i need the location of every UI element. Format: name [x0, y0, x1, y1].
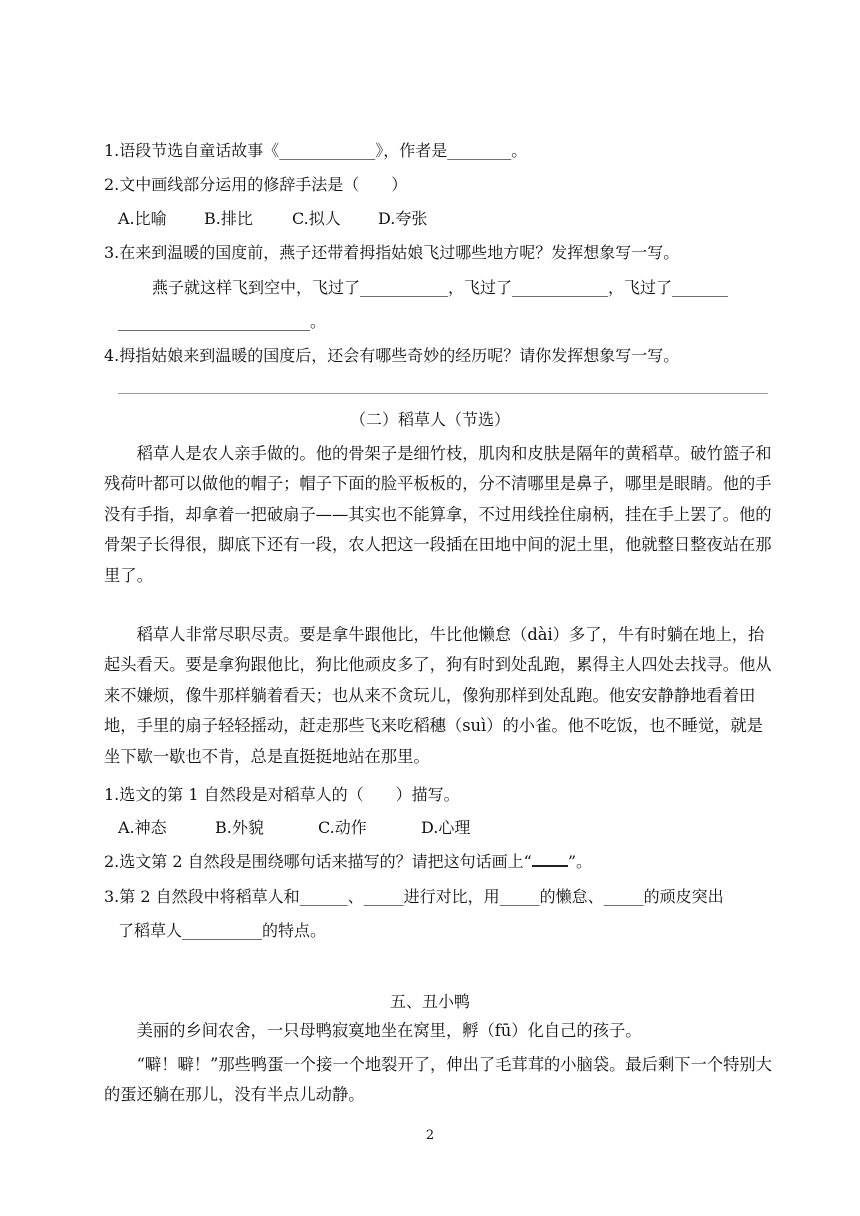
- scarecrow-question-1-options: [118, 817, 470, 839]
- scarecrow-question-3-line-1: 3.第 2 自然段中将稻草人和______、_____进行对比，用_____的懒怠、_____的顽皮突出: [104, 887, 724, 906]
- question-4-imagine: 4.拇指姑娘来到温暖的国度后，还会有哪些奇妙的经历呢？请你发挥想象写一写。: [104, 346, 680, 365]
- option-a: A.神态: [118, 818, 167, 837]
- question-3-answer-line-1: 燕子就这样飞到空中，飞过了___________，飞过了____________，飞过了_______: [152, 278, 729, 297]
- scarecrow-paragraph-1: 稻草人是农人亲手做的。他的骨架子是细竹枝，肌肉和皮肤是隔年的黄稻草。破竹篮子和残荷叶都可以做他的帽子；帽子下面的脸平板板的，分不清哪里是鼻子，哪里是眼睛。他的手没有手指，却拿着一把破扇子——其实也不能算拿，不过用线拴住扇柄，挂在手上罢了。他的骨架子长得很，脚底下还有一段，农人把这一段插在田地中间的泥土里，他就整日整夜站在那里了。: [104, 444, 772, 585]
- scarecrow-paragraph-2: 稻草人非常尽职尽责。要是拿牛跟他比，牛比他懒怠（dài）多了，牛有时躺在地上，抬起头看天。要是拿狗跟他比，狗比他顽皮多了，狗有时到处乱跑，累得主人四处去找寻。他从来不嫌烦，像牛那样躺着看天；也从来不贪玩儿，像狗那样到处乱跑。他安安静静地看着田地，手里的扇子轻轻摇动，赶走那些飞来吃稻穗（suì）的小雀。他不吃饭，也不睡觉，就是坐下歇一歇也不肯，总是直挺挺地站在那里。: [104, 625, 772, 766]
- section-title-ugly-duckling: 五、丑小鸭: [389, 992, 470, 1011]
- question-2-rhetoric: 2.文中画线部分运用的修辞手法是（ ）: [104, 175, 408, 194]
- section-title-scarecrow: （二）稻草人（节选）: [349, 410, 510, 429]
- underline-sample: [532, 851, 568, 867]
- option-d: D.心理: [421, 818, 471, 837]
- question-2-options: [118, 208, 427, 230]
- scarecrow-question-3-line-2: 了稻草人__________的特点。: [118, 921, 327, 940]
- option-c: C.拟人: [292, 209, 341, 228]
- duckling-paragraph-2: “噼！噼！”那些鸭蛋一个接一个地裂开了，伸出了毛茸茸的小脑袋。最后剩下一个特别大的蛋还躺在那儿，没有半点儿动静。: [104, 1055, 772, 1105]
- option-b: B.排比: [204, 209, 253, 228]
- option-c: C.动作: [318, 818, 367, 837]
- scarecrow-question-1: 1.选文的第 1 自然段是对稻草人的（ ）描写。: [104, 785, 460, 804]
- scarecrow-question-2: [104, 851, 592, 873]
- scarecrow-question-2-close: ”。: [567, 852, 592, 871]
- option-d: D.夸张: [378, 209, 428, 228]
- scarecrow-question-2-text: 2.选文第 2 自然段是围绕哪句话来描写的？请把这句话画上“: [104, 852, 532, 871]
- answer-rule: [118, 393, 768, 394]
- page-number: 2: [425, 1128, 435, 1143]
- option-b: B.外貌: [215, 818, 264, 837]
- question-1-source: 1.语段节选自童话故事《____________》，作者是________。: [104, 141, 528, 160]
- duckling-paragraph-1: 美丽的乡间农舍，一只母鸭寂寞地坐在窝里，孵（fū）化自己的孩子。: [136, 1021, 642, 1040]
- question-3-imagine: 3.在来到温暖的国度前，燕子还带着拇指姑娘飞过哪些地方呢？发挥想象写一写。: [104, 243, 680, 262]
- option-a: A.比喻: [118, 209, 167, 228]
- question-3-answer-line-2: ________________________。: [118, 312, 327, 331]
